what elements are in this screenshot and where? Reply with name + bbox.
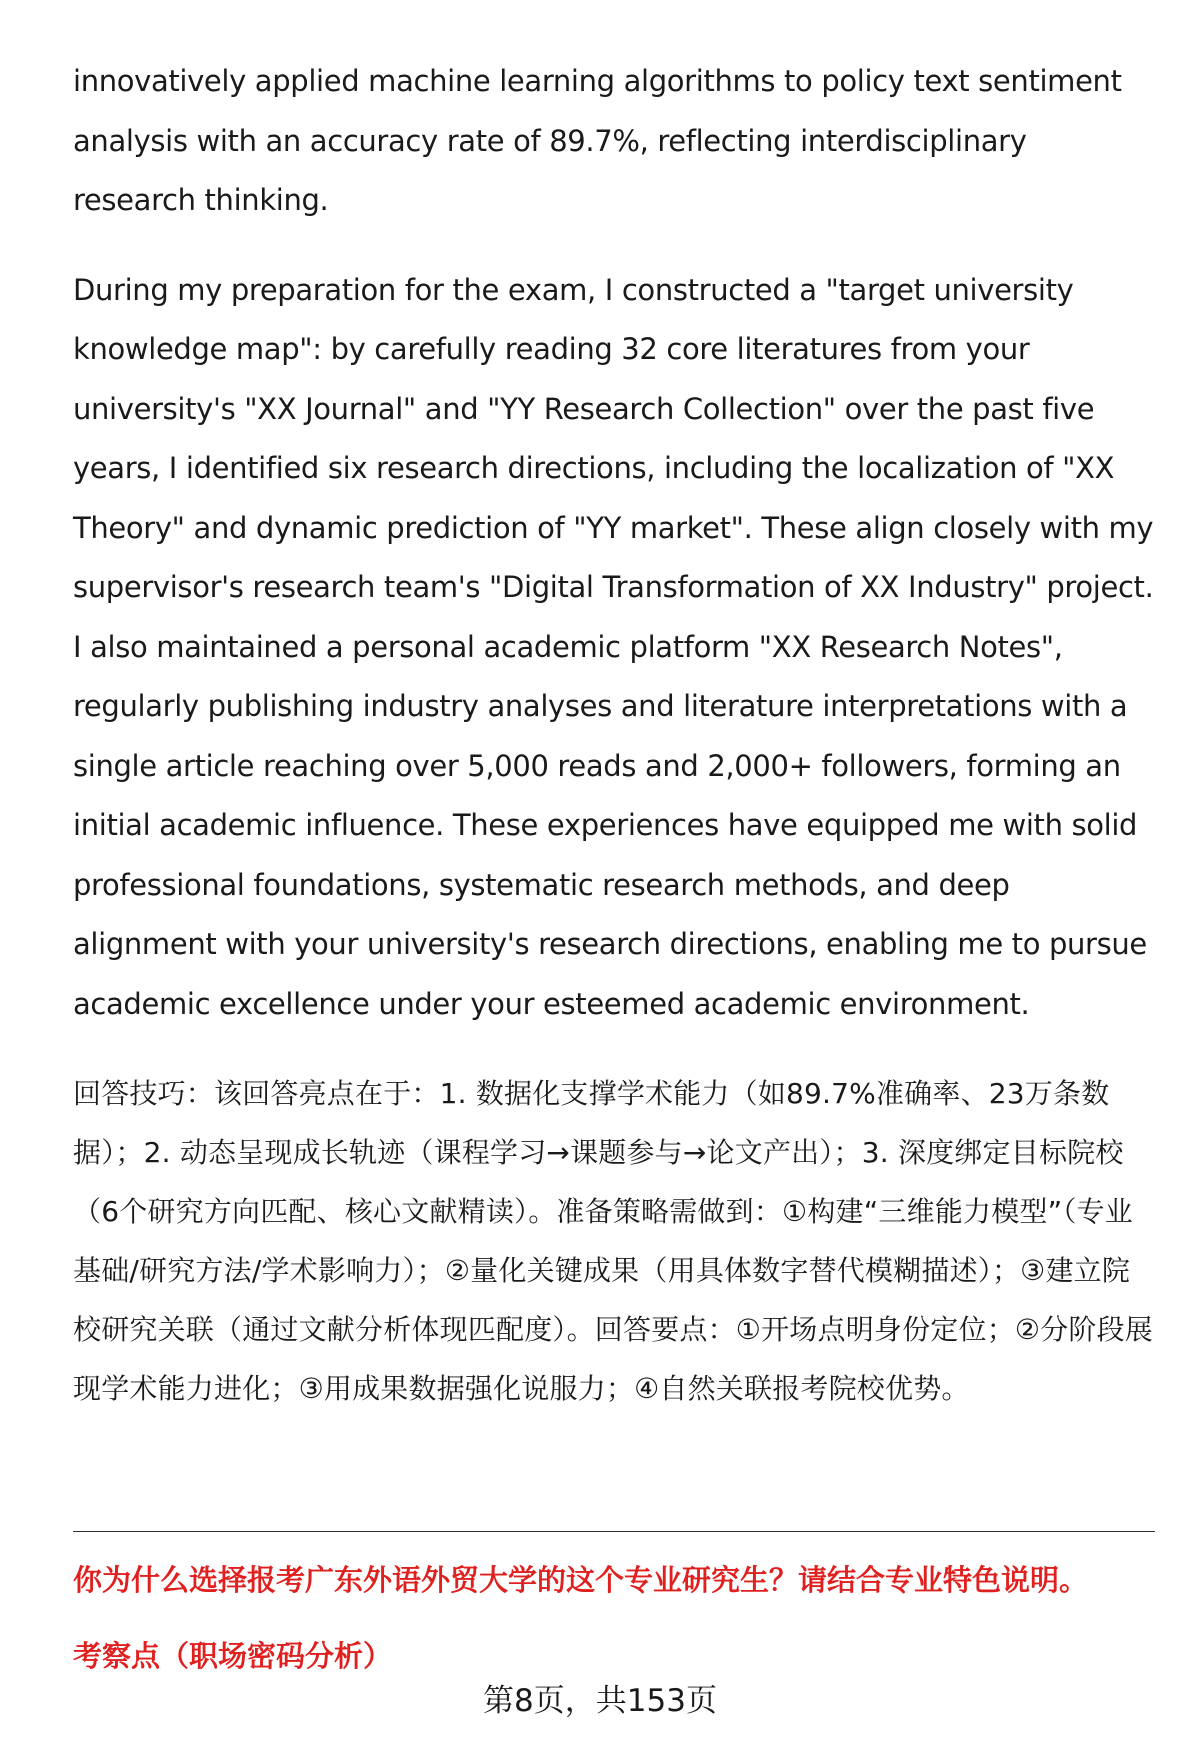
document-body [73, 52, 1155, 1418]
paragraph-research-summary: innovatively applied machine learning algorithms to policy text sentiment analysis with an accuracy rate of 89.7%, reflecting interdisciplinary research thinking. [73, 64, 1122, 217]
section-divider [73, 1531, 1155, 1532]
paragraph-exam-preparation: During my preparation for the exam, I constructed a "target university knowledge map": by carefully reading 32 core literatures from your university's "XX Journal" and "YY Research Collection" over the past five years, I identified six research directions, including the localization of "XX Theory" and dynamic prediction of "YY market". These align closely with my supervisor's research team's "Digital Transformation of XX Industry" project. I also maintained a personal academic platform "XX Research Notes", regularly publishing industry analyses and literature interpretations with a single article reaching over 5,000 reads and 2,000+ followers, forming an initial academic influence. These experiences have equipped me with solid professional foundations, systematic research methods, and deep alignment with your university's research directions, enabling me to pursue academic excellence under your esteemed academic environment. [73, 272, 1154, 1021]
section-label-examination-point: 考察点（职场密码分析） [73, 1639, 393, 1673]
question-heading: 你为什么选择报考广东外语外贸大学的这个专业研究生？请结合专业特色说明。 [73, 1563, 1089, 1597]
page-number: 第8页，共153页 [483, 1683, 717, 1719]
paragraph-answer-tips: 回答技巧：该回答亮点在于：1. 数据化支撑学术能力（如89.7%准确率、23万条数据）；2. 动态呈现成长轨迹（课程学习→课题参与→论文产出）；3. 深度绑定目标院校（6个研究方向匹配、核心文献精读）。准备策略需做到：①构建“三维能力模型”（专业基础/研究方法/学术影响力）；②量化关键成果（用具体数字替代模糊描述）；③建立院校研究关联（通过文献分析体现匹配度）。回答要点：①开场点明身份定位；②分阶段展现学术能力进化；③用成果数据强化说服力；④自然关联报考院校优势。 [73, 1077, 1154, 1405]
